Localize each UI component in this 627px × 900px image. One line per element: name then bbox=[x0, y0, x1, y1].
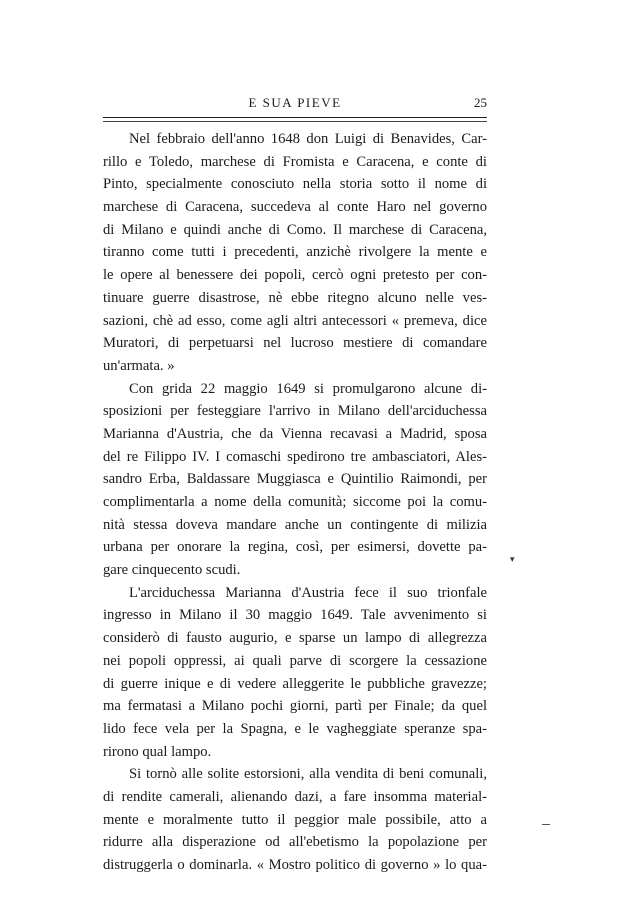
text-line: tiranno come tutti i precedenti, anzichè rivolgere la mente e bbox=[103, 244, 487, 261]
text-line: Con grida 22 maggio 1649 si promulgarono alcune di- bbox=[129, 380, 487, 397]
header-rule-thin bbox=[103, 121, 487, 122]
text-line: sazioni, chè ad esso, come agli altri antecessori « premeva, dice bbox=[103, 312, 487, 329]
header-rule-thick bbox=[103, 117, 487, 118]
running-header bbox=[103, 95, 487, 113]
margin-dash bbox=[542, 824, 550, 825]
text-line: distruggerla o dominarla. « Mostro politico di governo » lo qua- bbox=[103, 857, 487, 873]
text-line: mente e moralmente tutto il peggior male possibile, atto a bbox=[103, 811, 487, 828]
body-text bbox=[103, 128, 487, 877]
text-line: Marianna d'Austria, che da Vienna recavasi a Madrid, sposa bbox=[103, 425, 487, 442]
text-line: ma fermatasi a Milano pochi giorni, partì per Finale; da quel bbox=[103, 698, 487, 715]
text-line: nità stessa doveva mandare anche un contingente di milizia bbox=[103, 516, 487, 533]
text-line: ridurre alla disperazione od all'ebetismo la popolazione per bbox=[103, 834, 487, 851]
page-number: 25 bbox=[474, 95, 487, 110]
text-line: di rendite camerali, alienando dazi, a fare insomma material- bbox=[103, 788, 487, 805]
text-line: ingresso in Milano il 30 maggio 1649. Tale avvenimento si bbox=[103, 607, 487, 624]
text-line: nei popoli oppressi, ai quali parve di scorgere la cessazione bbox=[103, 652, 487, 669]
text-line: un'armata. » bbox=[103, 357, 175, 374]
text-line: urbana per onorare la regina, così, per esimersi, dovette pa- bbox=[103, 539, 487, 556]
text-line: marchese di Caracena, succedeva al conte Haro nel governo bbox=[103, 199, 487, 216]
text-line: Si tornò alle solite estorsioni, alla vendita di beni comunali, bbox=[129, 766, 487, 783]
text-line: le opere al benessere dei popoli, cercò ogni pretesto per con- bbox=[103, 267, 487, 284]
text-line: Muratori, di perpetuarsi nel lucroso mestiere di comandare bbox=[103, 335, 487, 352]
text-line: tinuare guerre disastrose, nè ebbe ritegno alcuno nelle ves- bbox=[103, 289, 487, 306]
text-line: del re Filippo IV. I comaschi spedirono tre ambasciatori, Ales- bbox=[103, 448, 487, 465]
text-line: rillo e Toledo, marchese di Fromista e Caracena, e conte di bbox=[103, 153, 487, 170]
text-line: complimentarla a nome della comunità; siccome poi la comu- bbox=[103, 494, 487, 510]
text-line: rirono qual lampo. bbox=[103, 743, 212, 760]
text-line: considerò di fausto augurio, e sparse un lampo di allegrezza bbox=[103, 630, 487, 647]
text-line: Nel febbraio dell'anno 1648 don Luigi di Benavides, Car- bbox=[129, 131, 487, 147]
text-line: L'arciduchessa Marianna d'Austria fece il suo trionfale bbox=[129, 584, 487, 601]
running-title: E SUA PIEVE bbox=[248, 95, 342, 110]
text-line: di Milano e quindi anche di Como. Il marchese di Caracena, bbox=[103, 221, 487, 238]
text-line: di guerre inique e di vedere alleggerite le pubbliche gravezze; bbox=[103, 675, 487, 692]
text-line: lido fece vela per la Spagna, e le vagheggiate speranze spa- bbox=[103, 720, 487, 737]
text-line: sposizioni per festeggiare l'arrivo in Milano dell'arciduchessa bbox=[103, 403, 487, 420]
text-line: gare cinquecento scudi. bbox=[103, 562, 241, 579]
margin-mark: ▾ bbox=[510, 554, 515, 564]
text-line: Pinto, specialmente conosciuto nella storia sotto il nome di bbox=[103, 176, 487, 193]
text-line: sandro Erba, Baldassare Muggiasca e Quintilio Raimondi, per bbox=[103, 471, 487, 488]
